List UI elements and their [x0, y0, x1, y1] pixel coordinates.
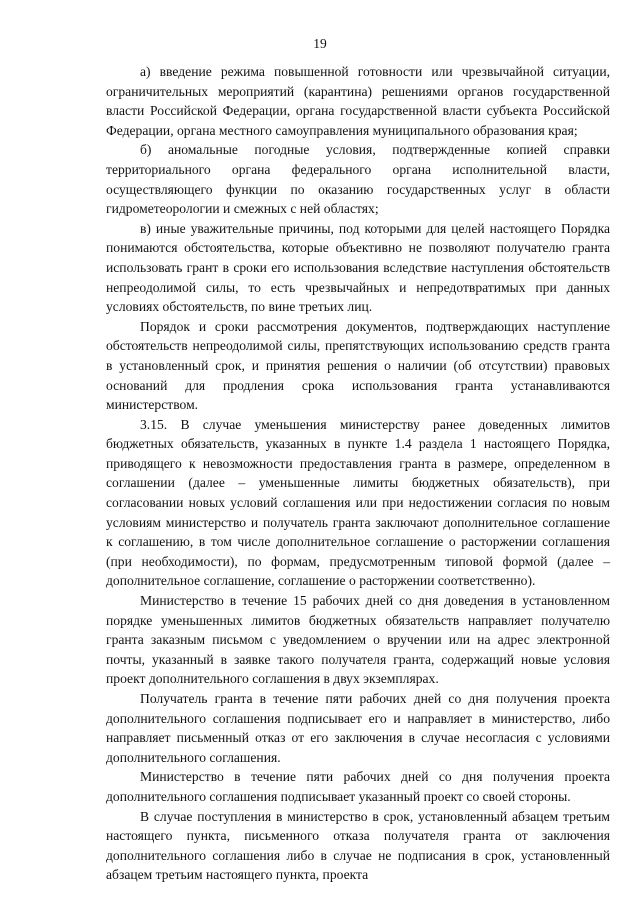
- paragraph-a-emergency: а) введение режима повышенной готовности или чрезвычайной ситуации, ограничительных мероприятий (карантина) решениями органов государственной власти Российской Федерации, органа государственной власти субъекта Российской Федерации, органа местного самоуправления муниципального образования края;: [106, 64, 610, 138]
- paragraph-review-procedure: Порядок и сроки рассмотрения документов, подтверждающих наступление обстоятельств непреодолимой силы, препятствующих использованию средств гранта в установленный срок, и принятия решения о наличии (об отсутствии) правовых оснований для продления срока использования гранта устанавливаются министерством.: [106, 318, 610, 413]
- paragraph-ministry-signing: Министерство в течение пяти рабочих дней со дня получения проекта дополнительного соглашения подписывает указанный проект со своей стороны.: [106, 769, 610, 804]
- paragraph-refusal-case: В случае поступления в министерство в срок, установленный абзацем третьим настоящего пункта, письменного отказа получателя гранта от заключения дополнительного соглашения либо в случае не подписания в срок, установленный абзацем третьим настоящего пункта, проекта: [106, 808, 610, 883]
- page-number: 19: [313, 36, 327, 51]
- paragraph-c-other-reasons: в) иные уважительные причины, под которыми для целей настоящего Порядка понимаются обстоятельства, которые объективно не позволяют получателю гранта использовать грант в сроки его использования вследствие наступления обстоятельств непреодолимой силы, то есть чрезвычайных и непредотвратимых при данных условиях обстоятельств, по вине третьих лиц.: [106, 220, 610, 315]
- document-body: [106, 62, 610, 885]
- paragraph-b-weather: б) аномальные погодные условия, подтвержденные копией справки территориального органа федерального органа исполнительной власти, осуществляющего функции по оказанию государственных услуг в области гидрометеорологии и смежных с ней областях;: [106, 142, 610, 217]
- paragraph-ministry-notice: Министерство в течение 15 рабочих дней со дня доведения в установленном порядке уменьшенных лимитов бюджетных обязательств направляет получателю гранта заказным письмом с уведомлением о вручении или на адрес электронной почты, указанный в заявке такого получателя гранта, содержащий новые условия проект дополнительного соглашения в двух экземплярах.: [106, 593, 610, 687]
- paragraph-recipient-signing: Получатель гранта в течение пяти рабочих дней со дня получения проекта дополнительного соглашения подписывает его и направляет в министерство, либо направляет письменный отказ от его заключения в случае несогласия с условиями дополнительного соглашения.: [106, 691, 610, 765]
- paragraph-3-15: 3.15. В случае уменьшения министерству ранее доведенных лимитов бюджетных обязательств, указанных в пункте 1.4 раздела 1 настоящего Порядка, приводящего к невозможности предоставления гранта в размере, определенном в соглашении (далее – уменьшенные лимиты бюджетных обязательств), при согласовании новых условий соглашения или при недостижении согласия по новым условиям министерство и получатель гранта заключают дополнительное соглашение к соглашению, в том числе дополнительное соглашение о расторжении соглашения (при необходимости), по формам, предусмотренным типовой формой (далее – дополнительное соглашение, соглашение о расторжении соответственно).: [106, 416, 610, 589]
